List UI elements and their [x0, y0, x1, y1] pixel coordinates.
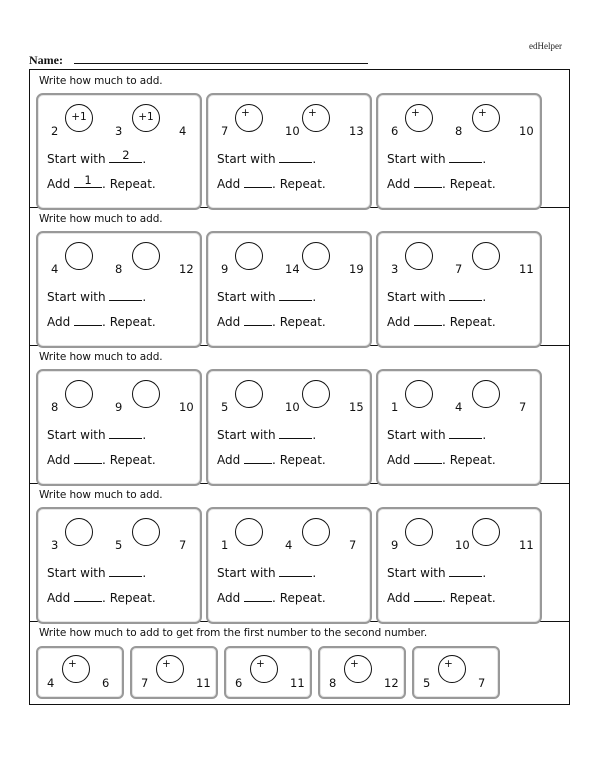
pattern-card	[206, 93, 372, 210]
start-with-blank[interactable]	[109, 565, 142, 577]
final-instruction: Write how much to add to get from the first number to the second number.	[39, 627, 428, 639]
start-with-label: Start with	[217, 152, 280, 166]
sequence-number: 11	[519, 538, 534, 552]
answer-circle[interactable]	[405, 518, 433, 546]
start-value: 2	[122, 148, 130, 162]
answer-circle[interactable]	[250, 655, 278, 683]
sequence-number: 5	[221, 400, 229, 414]
answer-circle[interactable]	[132, 380, 160, 408]
sequence-number: 7	[455, 262, 463, 276]
answer-circle[interactable]	[62, 655, 90, 683]
section-instruction: Write how much to add.	[39, 351, 163, 363]
repeat-label: Repeat.	[279, 453, 326, 467]
to-number: 7	[478, 676, 486, 690]
answer-circle[interactable]	[472, 518, 500, 546]
sequence-number: 8	[455, 124, 463, 138]
start-with-label: Start with	[47, 152, 110, 166]
start-with-blank[interactable]	[279, 151, 312, 163]
problem-section	[30, 346, 569, 484]
answer-circle[interactable]	[132, 104, 160, 132]
pattern-card	[206, 369, 372, 486]
sequence-number: 10	[179, 400, 194, 414]
start-with-blank[interactable]	[279, 565, 312, 577]
answer-circle[interactable]	[156, 655, 184, 683]
repeat-label: Repeat.	[449, 591, 496, 605]
sequence-number: 1	[221, 538, 229, 552]
start-with-line: Start with .	[387, 290, 487, 304]
add-line: Add 1 . Repeat.	[47, 173, 156, 191]
circle-hint: +	[68, 658, 77, 670]
sequence-number: 9	[221, 262, 229, 276]
sequence-number: 10	[455, 538, 470, 552]
answer-circle[interactable]	[235, 104, 263, 132]
add-line: Add . Repeat.	[217, 315, 326, 329]
start-with-line: Start with .	[217, 566, 317, 580]
start-with-label: Start with	[217, 428, 280, 442]
sequence-number: 6	[391, 124, 399, 138]
circle-hint: +	[411, 107, 420, 119]
add-blank[interactable]	[74, 173, 102, 188]
sequence-number: 10	[519, 124, 534, 138]
add-label: Add	[387, 591, 415, 605]
circle-hint: +	[308, 107, 317, 119]
add-line: Add . Repeat.	[387, 177, 496, 191]
pattern-card	[206, 507, 372, 624]
start-with-label: Start with	[217, 566, 280, 580]
pattern-card	[36, 93, 202, 210]
start-with-line: Start with 2 .	[47, 148, 147, 166]
circle-hint: +	[241, 107, 250, 119]
start-with-line: Start with .	[217, 290, 317, 304]
answer-circle[interactable]	[405, 380, 433, 408]
add-line: Add . Repeat.	[47, 315, 156, 329]
sequence-number: 19	[349, 262, 364, 276]
pattern-card	[36, 369, 202, 486]
answer-circle[interactable]	[235, 242, 263, 270]
sequence-number: 7	[349, 538, 357, 552]
pattern-card	[376, 507, 542, 624]
sequence-number: 9	[115, 400, 123, 414]
mini-card	[318, 646, 406, 699]
add-blank[interactable]	[244, 590, 272, 602]
mini-card	[130, 646, 218, 699]
pattern-card	[376, 93, 542, 210]
from-number: 4	[47, 676, 55, 690]
problem-section	[30, 484, 569, 622]
answer-circle[interactable]	[235, 380, 263, 408]
add-label: Add	[217, 177, 245, 191]
section-instruction: Write how much to add.	[39, 75, 163, 87]
start-with-label: Start with	[47, 566, 110, 580]
sequence-number: 1	[391, 400, 399, 414]
mini-card	[36, 646, 124, 699]
final-section	[30, 622, 569, 704]
add-blank[interactable]	[414, 452, 442, 464]
circle-hint: +	[162, 658, 171, 670]
circle-hint: +1	[138, 111, 154, 123]
start-with-label: Start with	[387, 290, 450, 304]
sequence-number: 8	[51, 400, 59, 414]
from-number: 8	[329, 676, 337, 690]
start-with-line: Start with .	[217, 152, 317, 166]
from-number: 5	[423, 676, 431, 690]
sequence-number: 4	[179, 124, 187, 138]
pattern-card	[376, 231, 542, 348]
start-with-blank[interactable]	[449, 289, 482, 301]
start-with-label: Start with	[387, 428, 450, 442]
repeat-label: Repeat.	[279, 177, 326, 191]
start-with-line: Start with .	[47, 290, 147, 304]
add-blank[interactable]	[414, 590, 442, 602]
add-label: Add	[387, 315, 415, 329]
start-with-label: Start with	[387, 152, 450, 166]
answer-circle[interactable]	[65, 104, 93, 132]
add-blank[interactable]	[74, 590, 102, 602]
add-blank[interactable]	[74, 314, 102, 326]
mini-card	[224, 646, 312, 699]
sequence-number: 5	[115, 538, 123, 552]
answer-circle[interactable]	[65, 242, 93, 270]
answer-circle[interactable]	[344, 655, 372, 683]
start-with-line: Start with .	[47, 428, 147, 442]
add-line: Add . Repeat.	[387, 453, 496, 467]
start-with-line: Start with .	[387, 428, 487, 442]
add-label: Add	[47, 591, 75, 605]
answer-circle[interactable]	[302, 104, 330, 132]
to-number: 6	[102, 676, 110, 690]
add-blank[interactable]	[244, 176, 272, 188]
answer-circle[interactable]	[65, 380, 93, 408]
add-label: Add	[47, 177, 75, 191]
repeat-label: Repeat.	[449, 177, 496, 191]
answer-circle[interactable]	[235, 518, 263, 546]
add-line: Add . Repeat.	[217, 453, 326, 467]
sequence-number: 7	[221, 124, 229, 138]
repeat-label: Repeat.	[279, 591, 326, 605]
answer-circle[interactable]	[405, 242, 433, 270]
start-with-blank[interactable]	[279, 289, 312, 301]
pattern-card	[36, 507, 202, 624]
answer-circle[interactable]	[472, 104, 500, 132]
problem-section	[30, 70, 569, 208]
start-with-label: Start with	[47, 428, 110, 442]
start-with-label: Start with	[387, 566, 450, 580]
sequence-number: 4	[285, 538, 293, 552]
worksheet	[29, 69, 570, 705]
start-with-blank[interactable]	[109, 427, 142, 439]
circle-hint: +	[478, 107, 487, 119]
add-line: Add . Repeat.	[387, 315, 496, 329]
answer-circle[interactable]	[302, 380, 330, 408]
start-with-blank[interactable]	[109, 148, 142, 163]
circle-hint: +	[444, 658, 453, 670]
start-with-line: Start with .	[217, 428, 317, 442]
answer-circle[interactable]	[405, 104, 433, 132]
repeat-label: Repeat.	[109, 453, 156, 467]
start-with-label: Start with	[47, 290, 110, 304]
sequence-number: 7	[179, 538, 187, 552]
add-label: Add	[387, 453, 415, 467]
sequence-number: 3	[115, 124, 123, 138]
add-label: Add	[217, 591, 245, 605]
add-blank[interactable]	[414, 314, 442, 326]
start-with-blank[interactable]	[449, 565, 482, 577]
sequence-number: 10	[285, 124, 300, 138]
sequence-number: 7	[519, 400, 527, 414]
start-with-blank[interactable]	[449, 427, 482, 439]
name-input-line[interactable]	[74, 63, 368, 64]
add-label: Add	[217, 315, 245, 329]
start-with-blank[interactable]	[109, 289, 142, 301]
add-blank[interactable]	[244, 314, 272, 326]
add-blank[interactable]	[414, 176, 442, 188]
add-line: Add . Repeat.	[217, 591, 326, 605]
answer-circle[interactable]	[132, 242, 160, 270]
add-line: Add . Repeat.	[47, 591, 156, 605]
answer-circle[interactable]	[302, 518, 330, 546]
add-label: Add	[47, 315, 75, 329]
sequence-number: 12	[179, 262, 194, 276]
start-with-blank[interactable]	[449, 151, 482, 163]
answer-circle[interactable]	[65, 518, 93, 546]
from-number: 6	[235, 676, 243, 690]
sequence-number: 15	[349, 400, 364, 414]
answer-circle[interactable]	[472, 242, 500, 270]
add-label: Add	[47, 453, 75, 467]
pattern-card	[36, 231, 202, 348]
start-with-line: Start with .	[387, 152, 487, 166]
repeat-label: Repeat.	[109, 591, 156, 605]
answer-circle[interactable]	[438, 655, 466, 683]
repeat-label: Repeat.	[449, 315, 496, 329]
sequence-number: 2	[51, 124, 59, 138]
name-label: Name:	[29, 53, 63, 67]
add-value: 1	[84, 173, 92, 187]
add-blank[interactable]	[74, 452, 102, 464]
start-with-label: Start with	[217, 290, 280, 304]
sequence-number: 14	[285, 262, 300, 276]
answer-circle[interactable]	[472, 380, 500, 408]
add-label: Add	[387, 177, 415, 191]
to-number: 11	[196, 676, 211, 690]
brand-label: edHelper	[529, 41, 562, 51]
sequence-number: 13	[349, 124, 364, 138]
answer-circle[interactable]	[132, 518, 160, 546]
add-line: Add . Repeat.	[217, 177, 326, 191]
section-instruction: Write how much to add.	[39, 489, 163, 501]
sequence-number: 9	[391, 538, 399, 552]
repeat-label: Repeat.	[109, 315, 156, 329]
pattern-card	[206, 231, 372, 348]
answer-circle[interactable]	[302, 242, 330, 270]
mini-card	[412, 646, 500, 699]
sequence-number: 3	[51, 538, 59, 552]
repeat-label: Repeat.	[279, 315, 326, 329]
repeat-label: Repeat.	[449, 453, 496, 467]
sequence-number: 4	[455, 400, 463, 414]
sequence-number: 11	[519, 262, 534, 276]
from-number: 7	[141, 676, 149, 690]
start-with-blank[interactable]	[279, 427, 312, 439]
start-with-line: Start with .	[387, 566, 487, 580]
sequence-number: 10	[285, 400, 300, 414]
sequence-number: 4	[51, 262, 59, 276]
pattern-card	[376, 369, 542, 486]
add-line: Add . Repeat.	[387, 591, 496, 605]
add-label: Add	[217, 453, 245, 467]
section-instruction: Write how much to add.	[39, 213, 163, 225]
sequence-number: 8	[115, 262, 123, 276]
sequence-number: 3	[391, 262, 399, 276]
circle-hint: +1	[71, 111, 87, 123]
problem-section	[30, 208, 569, 346]
repeat-label: Repeat.	[109, 177, 156, 191]
add-line: Add . Repeat.	[47, 453, 156, 467]
circle-hint: +	[350, 658, 359, 670]
start-with-line: Start with .	[47, 566, 147, 580]
to-number: 12	[384, 676, 399, 690]
circle-hint: +	[256, 658, 265, 670]
to-number: 11	[290, 676, 305, 690]
add-blank[interactable]	[244, 452, 272, 464]
